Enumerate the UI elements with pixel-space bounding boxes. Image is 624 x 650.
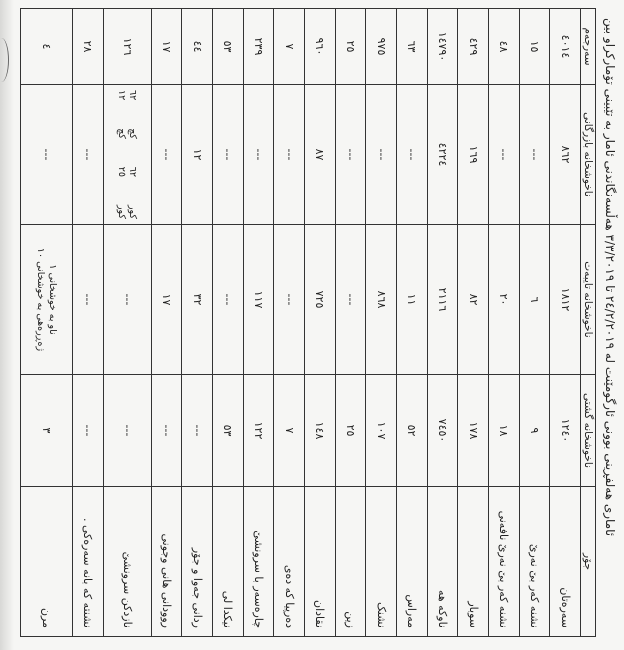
row-private: --- [72, 225, 103, 375]
table-row [335, 9, 366, 637]
table-row [488, 9, 519, 637]
table-row [72, 9, 103, 637]
row-total: ١٥ [519, 9, 550, 85]
row-commercial: ٨٦٢ [550, 85, 581, 225]
header-commercial: ناخوشخانە بازرگانی [581, 85, 596, 225]
row-total: ٤ [21, 9, 73, 85]
table-row [274, 9, 305, 637]
row-general: ٢٥ [335, 375, 366, 487]
row-commercial: --- [396, 85, 427, 225]
row-total: ٢٣٩ [243, 9, 274, 85]
breakdown-label: کور [127, 204, 139, 219]
table-row [304, 9, 335, 637]
table-row [550, 9, 581, 637]
commercial-breakdown-line [116, 88, 127, 221]
row-general: ٣ [21, 375, 73, 487]
table-row [212, 9, 243, 637]
breakdown-label: کچ [116, 128, 128, 139]
table-row [427, 9, 458, 637]
row-commercial: --- [519, 85, 550, 225]
row-commercial: --- [366, 85, 397, 225]
row-commercial: --- [274, 85, 305, 225]
row-general: ١٨ [488, 375, 519, 487]
row-type: سوبار [458, 487, 489, 637]
row-private: ٨٢ [458, 225, 489, 375]
row-general: --- [151, 375, 182, 487]
row-commercial: --- [243, 85, 274, 225]
row-private: ١٨١٢ [550, 225, 581, 375]
row-type: سەرەتان [550, 487, 581, 637]
breakdown-label: کور [116, 204, 128, 219]
row-general: ١٧٨ [458, 375, 489, 487]
row-type: مەراس [396, 487, 427, 637]
row-total: ٤٨ [488, 9, 519, 85]
row-type: زین [335, 487, 366, 637]
row-total: ٤٢٩ [458, 9, 489, 85]
row-general: ١٤٨ [304, 375, 335, 487]
row-type: نشنە کەر بێ نەرێ نافەنی [488, 487, 519, 637]
row-private-note [21, 225, 73, 375]
row-general: ٩ [519, 375, 550, 487]
header-total: سەرجەم [581, 9, 596, 85]
row-type: نازدکن سرونشێ [103, 487, 151, 637]
row-general: --- [103, 375, 151, 487]
breakdown-value: ٦٢ [127, 166, 139, 178]
row-commercial: --- [21, 85, 73, 225]
table-row [243, 9, 274, 637]
table-header-row [581, 9, 596, 637]
breakdown-value: ٢٥ [116, 166, 128, 178]
table-row [396, 9, 427, 637]
row-total: ٤٠١٤ [550, 9, 581, 85]
row-type: ردانی جەوا و جۆر [182, 487, 213, 637]
table-row [182, 9, 213, 637]
row-total: ٧ [274, 9, 305, 85]
statistics-table [20, 8, 596, 637]
row-general: --- [72, 375, 103, 487]
private-note-line: ناو بە خوشخانی ١ [47, 264, 59, 335]
table-row [519, 9, 550, 637]
row-total: ٩٦٠ [304, 9, 335, 85]
row-private: ٦ [519, 225, 550, 375]
table-row [103, 9, 151, 637]
row-total: ١٧ [151, 9, 182, 85]
row-type: نشنتە کە بانە سەرەکی . [72, 487, 103, 637]
row-commercial: --- [335, 85, 366, 225]
row-commercial: ١٢ [182, 85, 213, 225]
header-private: ناخوشخانە تایبەت [581, 225, 596, 375]
row-commercial: --- [488, 85, 519, 225]
row-total: ٥٣ [212, 9, 243, 85]
breakdown-value: ١٢ [116, 90, 128, 101]
row-commercial: ٤٢٢٤ [427, 85, 458, 225]
row-private: --- [274, 225, 305, 375]
table-row [458, 9, 489, 637]
row-private: --- [103, 225, 151, 375]
breakdown-value: ٦٢ [127, 90, 139, 101]
row-total: ٢٨ [72, 9, 103, 85]
row-commercial: --- [151, 85, 182, 225]
row-commercial-breakdown [103, 85, 151, 225]
row-general: ٧ [274, 375, 305, 487]
row-general: ٥٢ [396, 375, 427, 487]
table-row [151, 9, 182, 637]
row-type: چارەسەر با سرونشێ [243, 487, 274, 637]
row-general: ١٢٤٠ [550, 375, 581, 487]
row-commercial: ٨٧ [304, 85, 335, 225]
row-general: ٥٣ [212, 375, 243, 487]
row-commercial: --- [212, 85, 243, 225]
row-type: نقادان [304, 487, 335, 637]
row-private: ٧٢٥ [304, 225, 335, 375]
row-type: روودانی هانی وجونی [151, 487, 182, 637]
row-type: نیکدا لی [212, 487, 243, 637]
row-commercial: --- [72, 85, 103, 225]
row-private: ٣٢ [182, 225, 213, 375]
row-general: ١٢٢ [243, 375, 274, 487]
row-total: ٩٧٥ [366, 9, 397, 85]
row-commercial: ١٦٩ [458, 85, 489, 225]
row-private: ٢١١٦ [427, 225, 458, 375]
document-title: ئاماری هەلفڕینی بوونی ئارگومێنت لە ٢٤/٢/٢٠١٩ تا ٣/٣/٢٠١٩ هەڵسەنگاندنی ئامار بە تێبینی تۆمارکراو بین [603, 18, 617, 537]
row-private: ١١ [396, 225, 427, 375]
header-type: جۆر [581, 487, 596, 637]
row-private: --- [212, 225, 243, 375]
row-type: ناوکە هە [427, 487, 458, 637]
row-total: ٤٤ [182, 9, 213, 85]
row-type: دەرپیا کە دەی [274, 487, 305, 637]
row-general: --- [182, 375, 213, 487]
breakdown-label: کچ [127, 128, 139, 139]
row-private: --- [335, 225, 366, 375]
table-row [21, 9, 73, 637]
row-private: ١٧ [151, 225, 182, 375]
commercial-breakdown-line [127, 88, 138, 221]
row-general: ٧٤٥٠ [427, 375, 458, 487]
row-type: مرن [21, 487, 73, 637]
row-type: نشنک [366, 487, 397, 637]
header-general: ناخوشخانە گشتی [581, 375, 596, 487]
row-total: ١٢٦ [103, 9, 151, 85]
row-private: ١١٧ [243, 225, 274, 375]
row-total: ٦٣ [396, 9, 427, 85]
private-note-line: ژەڕرەهی بە خوشخانی ١٠ [35, 247, 47, 352]
row-total: ١٤٧٩٠ [427, 9, 458, 85]
row-private: ٢٠ [488, 225, 519, 375]
row-type: نشنە کەر بێ نەرێ [519, 487, 550, 637]
row-general: ١٠٧ [366, 375, 397, 487]
row-total: ٢٥ [335, 9, 366, 85]
row-private: ٨٦٨ [366, 225, 397, 375]
table-row [366, 9, 397, 637]
